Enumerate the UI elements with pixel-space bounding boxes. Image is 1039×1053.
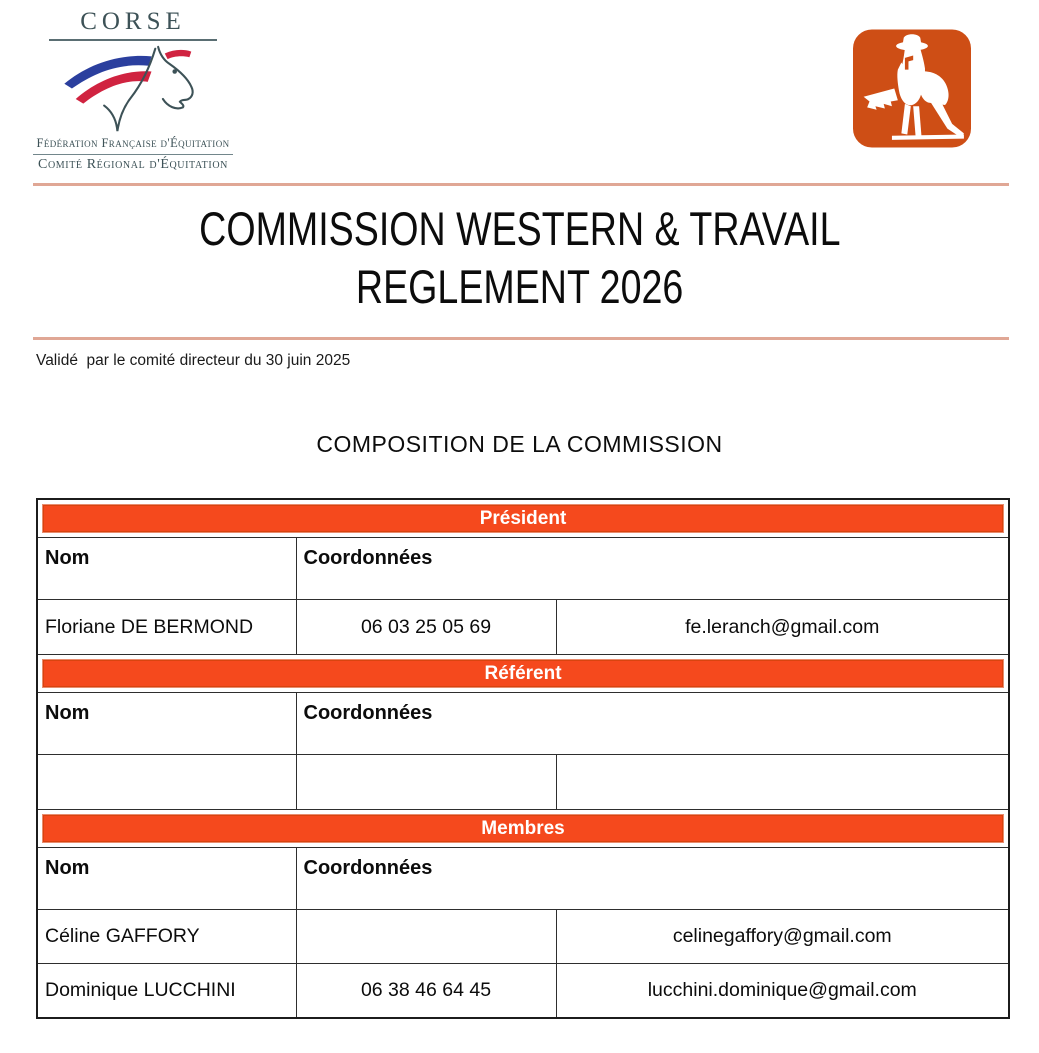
title-line-1: COMMISSION WESTERN & TRAVAIL (198, 202, 841, 255)
horizontal-rule-top (33, 183, 1009, 186)
document-title (0, 200, 1039, 316)
composition-heading: COMPOSITION DE LA COMMISSION (316, 431, 723, 457)
member-phone: 06 03 25 05 69 (296, 600, 556, 655)
ffe-horse-head-logo-icon (51, 44, 216, 134)
horizontal-rule-under-title (33, 337, 1009, 340)
col-header-nom: Nom (37, 848, 296, 910)
member-email: celinegaffory@gmail.com (556, 910, 1009, 964)
member-email: lucchini.dominique@gmail.com (556, 964, 1009, 1018)
validation-note: Validé par le comité directeur du 30 juin 2025 (36, 352, 351, 369)
col-header-nom: Nom (37, 693, 296, 755)
member-name: Dominique LUCCHINI (37, 964, 296, 1018)
logo-federation-name: Fédération Française d'Équitation (33, 134, 233, 155)
header-row-referent (37, 693, 1009, 755)
commission-table (36, 498, 1010, 1019)
western-rider-icon (853, 28, 971, 149)
header-row-membres (37, 848, 1009, 910)
section-bar-label-referent: Référent (42, 659, 1004, 688)
section-bar-referent (37, 655, 1009, 693)
col-header-coordonnees: Coordonnées (296, 693, 1009, 755)
section-bar-label-president: Président (42, 504, 1004, 533)
table-row-president-1 (37, 600, 1009, 655)
header-row-president (37, 538, 1009, 600)
member-name (37, 755, 296, 810)
title-line-2: REGLEMENT 2026 (355, 260, 684, 313)
logo-region-name: CORSE (49, 8, 217, 41)
member-email (556, 755, 1009, 810)
member-phone (296, 755, 556, 810)
section-bar-label-membres: Membres (42, 814, 1004, 843)
section-bar-president (37, 499, 1009, 538)
member-email: fe.leranch@gmail.com (556, 600, 1009, 655)
table-row-membres-2 (37, 964, 1009, 1018)
table-row-referent-1 (37, 755, 1009, 810)
col-header-nom: Nom (37, 538, 296, 600)
corse-logo (33, 8, 233, 173)
section-bar-membres (37, 810, 1009, 848)
member-name: Céline GAFFORY (37, 910, 296, 964)
member-name: Floriane DE BERMOND (37, 600, 296, 655)
member-phone (296, 910, 556, 964)
col-header-coordonnees: Coordonnées (296, 538, 1009, 600)
member-phone: 06 38 46 64 45 (296, 964, 556, 1018)
logo-committee-name: Comité Régional d'Équitation (38, 157, 228, 172)
col-header-coordonnees: Coordonnées (296, 848, 1009, 910)
table-row-membres-1 (37, 910, 1009, 964)
